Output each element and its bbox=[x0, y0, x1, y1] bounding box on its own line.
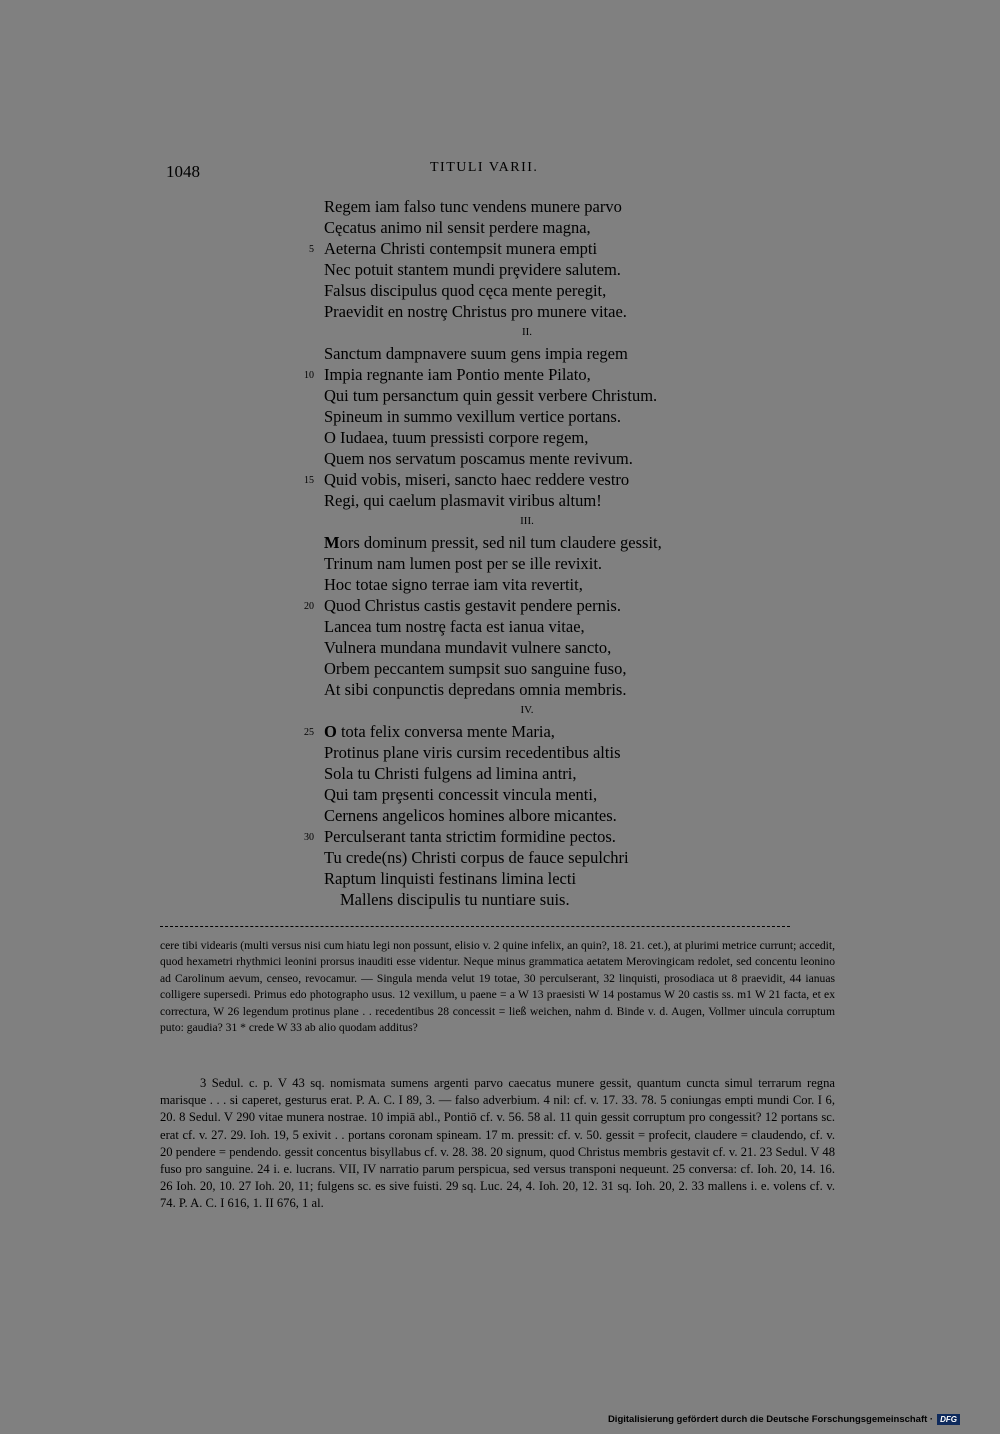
verse-line bbox=[290, 658, 750, 679]
verse-line bbox=[290, 679, 750, 700]
verse-text: Raptum linquisti festinans limina lecti bbox=[324, 869, 577, 888]
verse-text: Trinum nam lumen post per se ille revixit. bbox=[324, 554, 603, 573]
verse-text: Qui tum persanctum quin gessit verbere Christum. bbox=[324, 386, 658, 405]
verse-text: Sanctum dampnavere suum gens impia regem bbox=[324, 344, 628, 363]
verse-line bbox=[290, 763, 750, 784]
verse-text: Sola tu Christi fulgens ad limina antri, bbox=[324, 764, 577, 783]
footnote-rule bbox=[160, 926, 790, 927]
verse-line bbox=[290, 595, 750, 616]
footer-credit bbox=[608, 1414, 960, 1425]
verse-text: Spineum in summo vexillum vertice portans. bbox=[324, 407, 621, 426]
verse-text: Cęcatus animo nil sensit perdere magna, bbox=[324, 218, 591, 237]
verse-line bbox=[290, 889, 750, 910]
verse-line bbox=[290, 259, 750, 280]
verse-line bbox=[290, 280, 750, 301]
verse-text: Protinus plane viris cursim recedentibus altis bbox=[324, 743, 621, 762]
verse-text: Nec potuit stantem mundi prȩvidere salutem. bbox=[324, 260, 621, 279]
line-number: 10 bbox=[304, 370, 314, 381]
verse-text: Mallens discipulis tu nuntiare suis. bbox=[340, 890, 570, 909]
verse-line bbox=[290, 196, 750, 217]
verse-text: Tu crede(ns) Christi corpus de fauce sepulchri bbox=[324, 848, 629, 867]
verse-line bbox=[290, 742, 750, 763]
verse-line bbox=[290, 721, 750, 742]
dfg-logo-icon: DFG bbox=[937, 1414, 960, 1425]
verse-line bbox=[290, 343, 750, 364]
verse-text: Falsus discipulus quod cęca mente peregit, bbox=[324, 281, 607, 300]
line-number: 5 bbox=[309, 244, 314, 255]
verse-text: Vulnera mundana mundavit vulnere sancto, bbox=[324, 638, 612, 657]
line-number: 25 bbox=[304, 727, 314, 738]
verse-line bbox=[290, 385, 750, 406]
verse-line bbox=[290, 364, 750, 385]
critical-apparatus bbox=[160, 938, 835, 1036]
verse-text: Hoc totae signo terrae iam vita revertit, bbox=[324, 575, 583, 594]
verse-text: Quod Christus castis gestavit pendere pernis. bbox=[324, 596, 621, 615]
verse-text: Perculserant tanta strictim formidine pectos. bbox=[324, 827, 616, 846]
verse-line bbox=[290, 805, 750, 826]
running-head: TITULI VARII. bbox=[430, 160, 539, 175]
verse-text: Impia regnante iam Pontio mente Pilato, bbox=[324, 365, 591, 384]
verse-text: Cernens angelicos homines albore micantes. bbox=[324, 806, 617, 825]
verse-line bbox=[290, 574, 750, 595]
verse-line bbox=[290, 238, 750, 259]
source-notes-text: 3 Sedul. c. p. V 43 sq. nomismata sumens argenti parvo caecatus munere gessit, quantum cuncta simul terrarum regna marisque . . . si caperet, gesturus erat. P. A. C. I 89, 3. — falso adverbium. 4 nil: cf. v. 17. 33. 78. 5 coniungas empti mundi Cor. I 6, 20. 8 Sedul. V 290 vitae munera nostrae. 10 impiā abl., Pontiō cf. v. 56. 58 al. 11 quin gessit corruptum pro congessit? 12 portans sc. erat cf. v. 27. 29. Ioh. 19, 5 exivit . . portans coronam spineam. 17 m. pressit: cf. v. 50. gessit = profecit, claudere = claudendo, cf. v. 20 pendere = pendendo. gessit concentus bisyllabus cf. v. 28. 38. 20 signum, quod Christus membris gestavit cf. v. 21. 23 Sedul. V 48 fuso pro sanguine. 24 i. e. lucrans. VII, IV narratio parum perspicua, sed versus transponi nequeunt. 25 conversa: cf. Ioh. 20, 14. 16. 26 Ioh. 20, 10. 27 Ioh. 20, 11; fulgens sc. es sive fuisti. 29 sq. Luc. 24, 4. Ioh. 20, 12. 31 sq. Ioh. 20, 2. 33 mallens i. e. volens cf. v. 74. P. A. C. I 616, 1. II 676, 1 al. bbox=[160, 1076, 835, 1211]
line-number: 20 bbox=[304, 601, 314, 612]
verse-line bbox=[290, 217, 750, 238]
verse-line bbox=[290, 616, 750, 637]
poem bbox=[290, 196, 750, 910]
verse-line bbox=[290, 448, 750, 469]
section-heading: III. bbox=[520, 515, 534, 527]
line-number: 15 bbox=[304, 475, 314, 486]
critical-notes-text: cere tibi videaris (multi versus nisi cum hiatu legi non possunt, elisio v. 2 quine infelix, an quin?, 18. 21. cet.), at plurimi metrice currunt; accedit, quod hexametri rhythmici leonini prorsus inauditi esse videntur. Neque minus grammatica aetatem Merovingicam redolet, sed concentu leonino ad Carolinum aevum, censeo, revocamur. — Singula menda velut 19 totae, 30 perculserant, 32 linquisti, prosodiaca ut 8 praevidit, 44 ianuas colligere supersedi. Primus edo photographo usus. 12 vexillum, u paene = a W 13 praesisti W 14 postamus W 20 castis ss. m1 W 21 facta, et ex correctura, W 26 legendum protinus plane . . recedentibus 28 concessit = ließ weichen, nahm d. Binde v. d. Augen, Vollmer uincula corruptum puto: gaudia? 31 * crede W 33 ab alio quodam additus? bbox=[160, 939, 835, 1035]
verse-text: Aeterna Christi contempsit munera empti bbox=[324, 239, 598, 258]
verse-line bbox=[290, 490, 750, 511]
verse-text: At sibi conpunctis depredans omnia membris. bbox=[324, 680, 627, 699]
verse-line bbox=[290, 637, 750, 658]
page-number: 1048 bbox=[166, 162, 200, 181]
verse-text: Lancea tum nostrȩ facta est ianua vitae, bbox=[324, 617, 585, 636]
verse-line bbox=[290, 469, 750, 490]
verse-text: Praevidit en nostrȩ Christus pro munere vitae. bbox=[324, 302, 627, 321]
verse-line bbox=[290, 847, 750, 868]
verse-text: Regem iam falso tunc vendens munere parvo bbox=[324, 197, 622, 216]
line-number: 30 bbox=[304, 832, 314, 843]
verse-line bbox=[290, 784, 750, 805]
source-apparatus bbox=[160, 1075, 835, 1213]
verse-text: Qui tam prȩsenti concessit vincula menti, bbox=[324, 785, 598, 804]
verse-text: Quid vobis, miseri, sancto haec reddere vestro bbox=[324, 470, 630, 489]
verse-line bbox=[290, 532, 750, 553]
verse-line bbox=[290, 826, 750, 847]
verse-line bbox=[290, 301, 750, 322]
verse-text: O tota felix conversa mente Maria, bbox=[324, 722, 555, 741]
verse-line bbox=[290, 553, 750, 574]
verse-line bbox=[290, 406, 750, 427]
verse-text: Quem nos servatum poscamus mente revivum. bbox=[324, 449, 633, 468]
section-heading: II. bbox=[521, 326, 533, 338]
section-heading: IV. bbox=[520, 704, 534, 716]
verse-line bbox=[290, 427, 750, 448]
credit-text: Digitalisierung gefördert durch die Deutsche Forschungsgemeinschaft · bbox=[607, 1414, 934, 1425]
verse-text: O Iudaea, tuum pressisti corpore regem, bbox=[324, 428, 589, 447]
verse-line bbox=[290, 868, 750, 889]
verse-text: Orbem peccantem sumpsit suo sanguine fuso, bbox=[324, 659, 627, 678]
verse-text: Mors dominum pressit, sed nil tum claudere gessit, bbox=[324, 533, 662, 552]
verse-text: Regi, qui caelum plasmavit viribus altum! bbox=[324, 491, 602, 510]
